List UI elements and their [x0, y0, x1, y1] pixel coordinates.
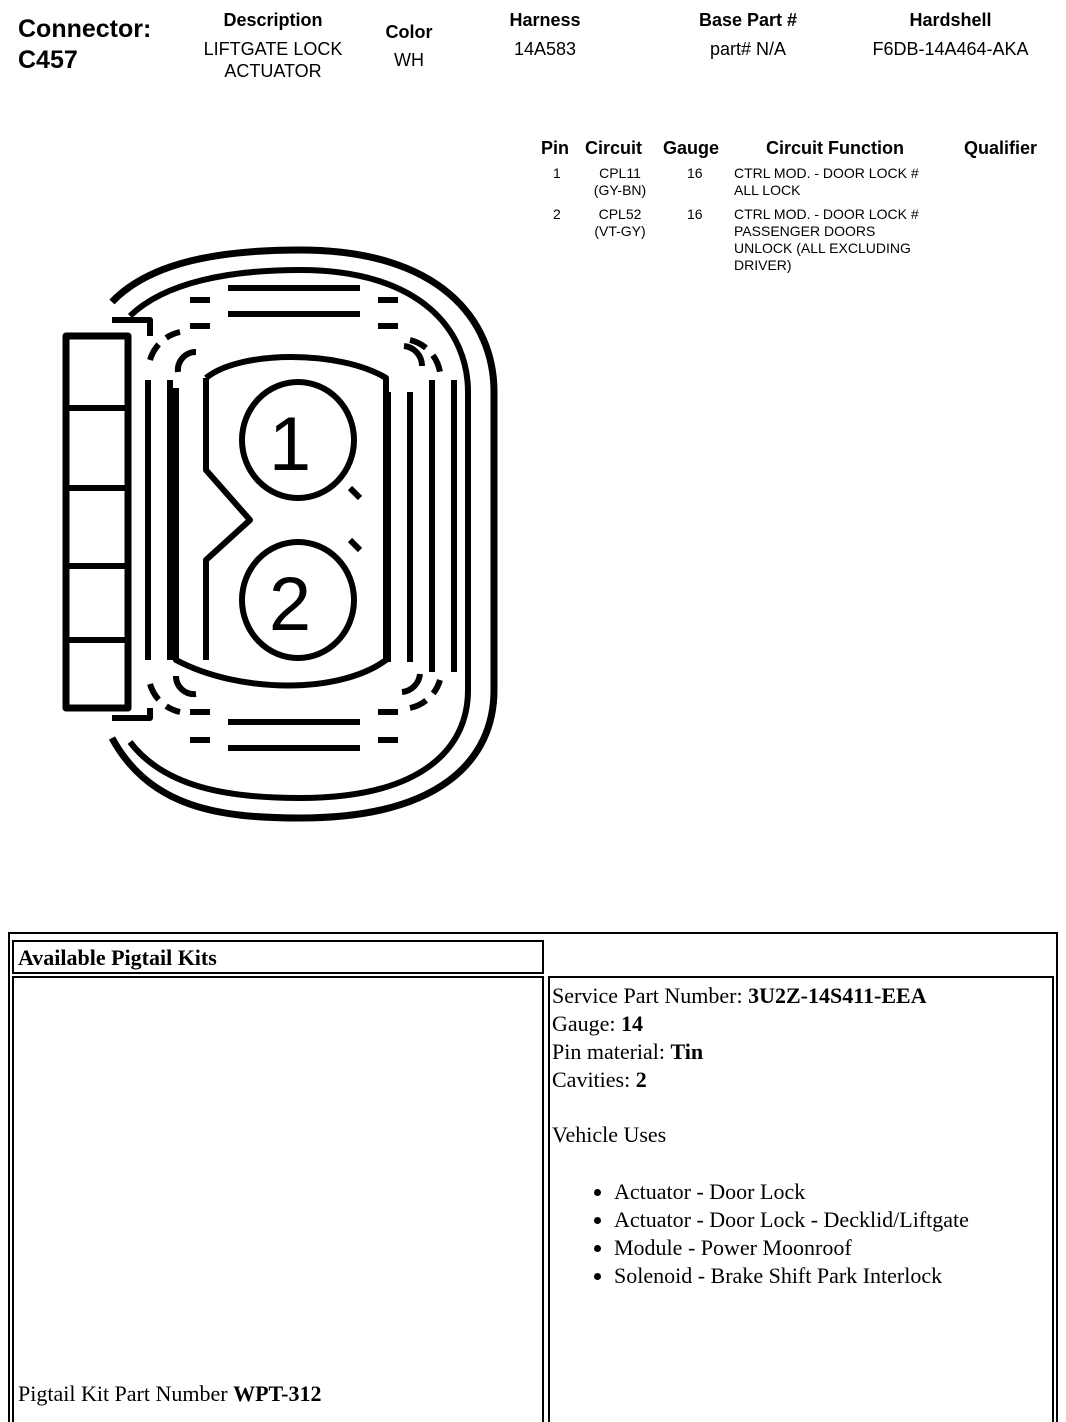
- circuit-color: (GY-BN): [593, 182, 647, 198]
- pigtail-details-box: [548, 976, 1054, 1422]
- harness-value: 14A583: [513, 39, 577, 59]
- harness-heading: Harness: [509, 10, 581, 30]
- function-line: CTRL MOD. - DOOR LOCK #: [734, 206, 919, 222]
- hardshell-column: [848, 10, 1053, 60]
- pigtail-heading-box: [12, 940, 544, 974]
- qualifier-header: Qualifier: [964, 138, 1038, 158]
- connector-label: Connector:: [18, 15, 152, 43]
- gauge-label: Gauge:: [552, 1011, 622, 1036]
- base-part-heading: Base Part #: [698, 10, 798, 30]
- color-column: [368, 22, 450, 71]
- description-value-line2: ACTUATOR: [224, 61, 322, 81]
- function-line: CTRL MOD. - DOOR LOCK #: [734, 165, 919, 181]
- circuit-id: CPL52: [598, 206, 642, 222]
- description-value-line1: LIFTGATE LOCK: [203, 39, 343, 59]
- pin-number: 1: [553, 165, 561, 181]
- base-part-column: [668, 10, 828, 60]
- gauge-cell: 16: [687, 165, 703, 181]
- color-heading: Color: [385, 22, 433, 42]
- circuit-cell: [580, 206, 660, 240]
- pigtail-heading: Available Pigtail Kits: [18, 945, 217, 970]
- harness-column: [480, 10, 610, 60]
- hardshell-heading: Hardshell: [909, 10, 992, 30]
- vehicle-uses-list: [552, 1178, 1050, 1290]
- description-column: [178, 10, 368, 82]
- pigtail-image-box: [12, 976, 544, 1422]
- function-line: ALL LOCK: [734, 182, 801, 198]
- gauge-cell: 16: [687, 206, 703, 222]
- list-item: • Module - Power Moonroof: [614, 1234, 1050, 1262]
- connector-id: C457: [18, 46, 78, 74]
- description-heading: Description: [223, 10, 323, 30]
- cavities-line: [552, 1066, 1050, 1094]
- function-line: DRIVER): [734, 257, 792, 273]
- function-line: UNLOCK (ALL EXCLUDING: [734, 240, 911, 256]
- cavities-value: 2: [635, 1067, 647, 1092]
- circuit-id: CPL11: [599, 165, 641, 181]
- circuit-function-header: Circuit Function: [766, 138, 904, 158]
- list-item: • Solenoid - Brake Shift Park Interlock: [614, 1262, 1050, 1290]
- latch-block: [66, 336, 128, 708]
- pin-number: 2: [553, 206, 561, 222]
- pin-2-label: 2: [268, 562, 312, 647]
- base-part-value: part# N/A: [709, 39, 787, 59]
- circuit-color: (VT-GY): [594, 223, 646, 239]
- color-value: WH: [394, 50, 424, 70]
- gauge-header: Gauge: [663, 138, 720, 158]
- pin-material-label: Pin material:: [552, 1039, 671, 1064]
- pin-1-label: 1: [268, 402, 312, 487]
- gauge-line: [552, 1010, 1050, 1038]
- pin-header: Pin: [541, 138, 570, 158]
- vehicle-uses-label: Vehicle Uses: [552, 1122, 667, 1147]
- kit-part-label: Pigtail Kit Part Number: [18, 1381, 234, 1406]
- hardshell-value: F6DB-14A464-AKA: [872, 39, 1029, 59]
- circuit-cell: [580, 165, 660, 199]
- kit-part-value: WPT-312: [233, 1381, 322, 1406]
- list-item: • Actuator - Door Lock: [614, 1178, 1050, 1206]
- service-part-line: [552, 982, 1050, 1010]
- function-cell: [734, 165, 919, 199]
- service-part-value: 3U2Z-14S411-EEA: [748, 983, 927, 1008]
- service-part-label: Service Part Number:: [552, 983, 749, 1008]
- pin-material-line: [552, 1038, 1050, 1066]
- connector-face-diagram: [0, 240, 520, 830]
- pin-material-value: Tin: [670, 1039, 704, 1064]
- cavities-label: Cavities:: [552, 1067, 636, 1092]
- gauge-value: 14: [621, 1011, 644, 1036]
- kit-part-number: [18, 1380, 322, 1408]
- connector-header: [18, 14, 151, 76]
- circuit-header: Circuit: [585, 138, 643, 158]
- function-cell: [734, 206, 919, 274]
- function-line: PASSENGER DOORS: [734, 223, 876, 239]
- list-item: • Actuator - Door Lock - Decklid/Liftgate: [614, 1206, 1050, 1234]
